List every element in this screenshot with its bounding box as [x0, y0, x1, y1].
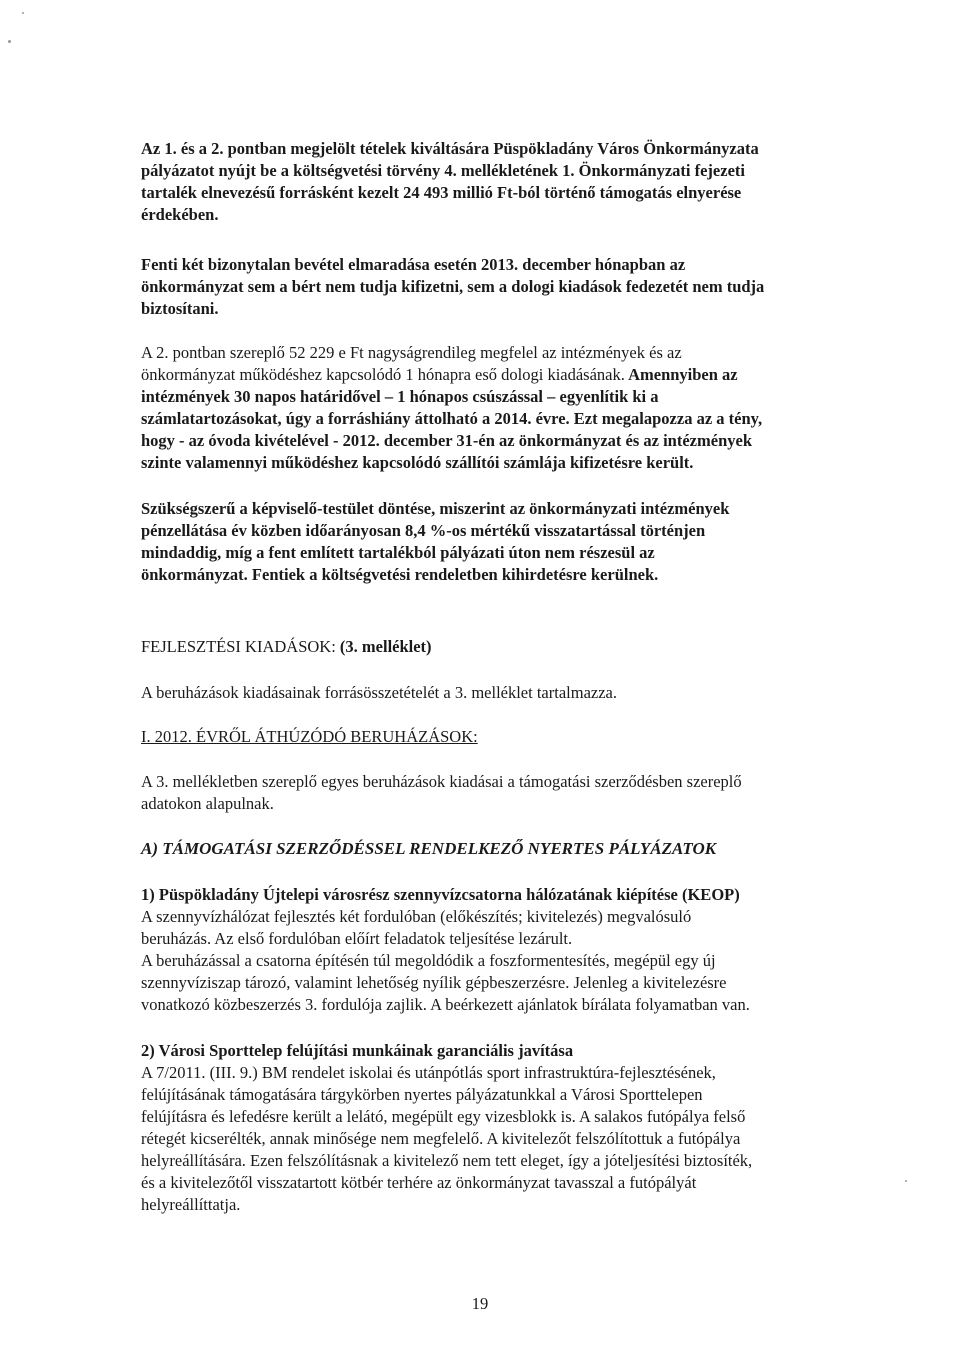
scan-speck	[8, 40, 11, 43]
decision-paragraph	[141, 498, 881, 586]
text-segment: önkormányzat működéshez kapcsolódó 1 hónapra eső dologi kiadásának.	[141, 365, 625, 384]
text-line: felújításra és lefedésre került a lelátó, megépült egy vizesblokk is. A salakos futópálya felső	[141, 1107, 746, 1126]
text-line: adatokon alapulnak.	[141, 794, 274, 813]
subsection-title: A) TÁMOGATÁSI SZERZŐDÉSSEL RENDELKEZŐ NYERTES PÁLYÁZATOK	[141, 839, 717, 858]
annex-basis-paragraph	[141, 771, 881, 815]
project-title: 1) Püspökladány Újtelepi városrész szennyvízcsatorna hálózatának kiépítése (KEOP)	[141, 885, 740, 904]
text-line: rétegét kicserélték, annak minősége nem megfelelő. A kivitelezőt felszólítottuk a futópálya	[141, 1129, 741, 1148]
section-heading	[141, 726, 881, 748]
text-line: szinte valamennyi működéshez kapcsolódó szállítói számlája kifizetésre került.	[141, 453, 694, 472]
risk-paragraph	[141, 254, 881, 320]
text-line: önkormányzat. Fentiek a költségvetési rendeletben kihirdetésre kerülnek.	[141, 565, 659, 584]
investment-sources-paragraph	[141, 682, 881, 704]
heading-text: FEJLESZTÉSI KIADÁSOK:	[141, 637, 340, 656]
text-line: A szennyvízhálózat fejlesztés két fordulóban (előkészítés; kivitelezés) megvalósuló	[141, 907, 692, 926]
text-line	[141, 364, 881, 386]
text-line: Fenti két bizonytalan bevétel elmaradása esetén 2013. december hónapban az	[141, 255, 686, 274]
development-expenses-heading	[141, 636, 881, 658]
text-line: A 7/2011. (III. 9.) BM rendelet iskolai és utánpótlás sport infrastruktúra-fejlesztésének,	[141, 1063, 716, 1082]
text-line: beruházás. Az első fordulóban előírt feladatok teljesítése lezárult.	[141, 929, 573, 948]
page-number: 19	[471, 1294, 489, 1313]
text-line: felújításának támogatására tárgykörben nyertes pályázatunkkal a Városi Sporttelepen	[141, 1085, 703, 1104]
text-line: vonatkozó közbeszerzés 3. fordulója zajlik. A beérkezett ajánlatok bírálata folyamatban van.	[141, 995, 750, 1014]
project-item	[141, 884, 881, 1016]
project-item	[141, 1040, 881, 1216]
text-line: számlatartozásokat, úgy a forráshiány áttolható a 2014. évre. Ezt megalapozza az a tény,	[141, 409, 763, 428]
section-title: I. 2012. ÉVRŐL ÁTHÚZÓDÓ BERUHÁZÁSOK:	[141, 727, 478, 746]
text-line: biztosítani.	[141, 299, 219, 318]
text-line: helyreállíttatja.	[141, 1195, 241, 1214]
text-line: Szükségszerű a képviselő-testület döntése, miszerint az önkormányzati intézmények	[141, 499, 730, 518]
intro-paragraph	[141, 138, 881, 226]
text-line: pályázatot nyújt be a költségvetési törvény 4. mellékletének 1. Önkormányzati fejezeti	[141, 161, 745, 180]
text-line: és a kivitelezőtől visszatartott kötbér terhére az önkormányzat tavasszal a futópályát	[141, 1173, 697, 1192]
text-line: mindaddig, míg a fent említett tartalékból pályázati úton nem részesül az	[141, 543, 655, 562]
text-segment: Amennyiben az	[624, 365, 738, 384]
text-line: tartalék elnevezésű forrásként kezelt 24 493 millió Ft-ból történő támogatás elnyerése	[141, 183, 742, 202]
operating-costs-paragraph	[141, 342, 881, 474]
heading-annex-ref: (3. melléklet)	[339, 637, 432, 656]
project-title: 2) Városi Sporttelep felújítási munkáinak garanciális javítása	[141, 1041, 574, 1060]
text-line: önkormányzat sem a bért nem tudja kifizetni, sem a dologi kiadások fedezetét nem tudja	[141, 277, 765, 296]
scan-speck	[22, 12, 24, 14]
scan-speck	[905, 1180, 907, 1182]
text-line: érdekében.	[141, 205, 219, 224]
text-line: szennyvíziszap tározó, valamint lehetőség nyílik gépbeszerzésre. Jelenleg a kivitelezésre	[141, 973, 727, 992]
subsection-heading	[141, 838, 881, 860]
text-line: Az 1. és a 2. pontban megjelölt tételek kiváltására Püspökladány Város Önkormányzata	[141, 139, 759, 158]
text-line: hogy - az óvoda kivételével - 2012. december 31-én az önkormányzat és az intézmények	[141, 431, 752, 450]
text-line: A beruházással a csatorna építésén túl megoldódik a foszformentesítés, megépül egy új	[141, 951, 716, 970]
text-line: A beruházások kiadásainak forrásösszetételét a 3. melléklet tartalmazza.	[141, 683, 617, 702]
text-line: intézmények 30 napos határidővel – 1 hónapos csúszással – egyenlítik ki a	[141, 387, 659, 406]
text-line: pénzellátása év közben időarányosan 8,4 %-os mértékű visszatartással történjen	[141, 521, 706, 540]
text-line: A 2. pontban szereplő 52 229 e Ft nagyságrendileg megfelel az intézmények és az	[141, 343, 682, 362]
text-line: A 3. mellékletben szereplő egyes beruházások kiadásai a támogatási szerződésben szereplő	[141, 772, 742, 791]
text-line: helyreállítására. Ezen felszólításnak a kivitelező nem tett eleget, így a jóteljesítési biztosíték,	[141, 1151, 753, 1170]
